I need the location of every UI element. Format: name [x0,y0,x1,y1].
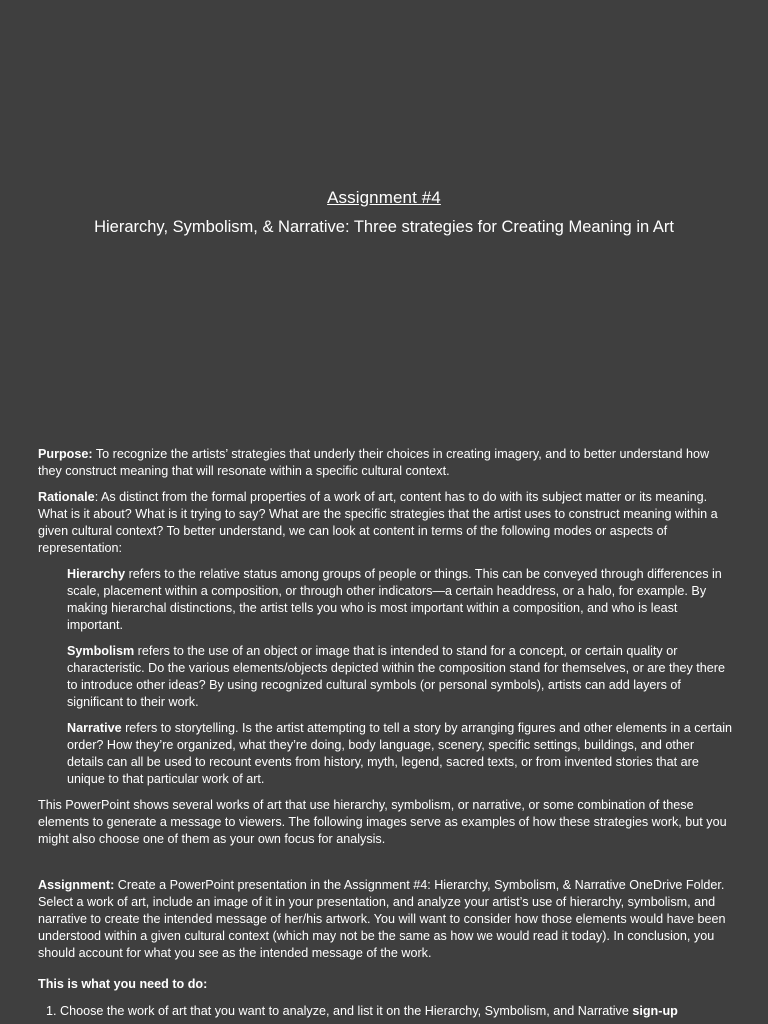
hierarchy-text: refers to the relative status among groups of people or things. This can be conveyed through differences in scale, placement within a composition, or through other indicators—a certain headdress, or a halo, for example. By making hierarchal distinctions, the artist tells you who is most important within a composition, and who is least important. [67,567,722,632]
page-subtitle: Hierarchy, Symbolism, & Narrative: Three strategies for Creating Meaning in Art [94,218,674,236]
assignment-text: Create a PowerPoint presentation in the Assignment #4: Hierarchy, Symbolism, & Narrative OneDrive Folder. Select a work of art, include an image of it in your presentation, and analyze your artist’s use of hierarchy, symbolism, and narrative to create the intended message of her/his artwork. You will want to consider how those elements would have been understood within a given cultural context (which may not be the same as how we would read it today). In conclusion, you should account for what you see as the intended message of the work. [38,878,726,960]
symbolism-text: refers to the use of an object or image that is intended to stand for a concept, or certain quality or characteristic. Do the various elements/objects depicted within the composition stand for themselves, or are they there to introduce other ideas? By using recognized cultural symbols (or personal symbols), artists can add layers of significant to their work. [67,644,725,709]
assignment-paragraph [38,877,732,962]
rationale-paragraph [38,489,732,557]
narrative-paragraph [67,720,732,788]
list-item [60,1003,732,1020]
title-block [0,188,768,237]
symbolism-paragraph [67,643,732,711]
powerpoint-note-paragraph: This PowerPoint shows several works of art that use hierarchy, symbolism, or narrative, or some combination of these elements to generate a message to viewers. The following images serve as examples of how these strategies work, but you might also choose one of them as your own focus for analysis. [38,798,727,846]
todo-heading: This is what you need to do: [38,977,208,991]
assignment-label: Assignment: [38,878,115,892]
purpose-paragraph [38,446,732,480]
body-text [38,446,732,1020]
narrative-text: refers to storytelling. Is the artist attempting to tell a story by arranging figures and other elements in a certain order? How they’re organized, what they’re doing, body language, scenery, specific settings, buildings, and other details can all be used to recount events from history, myth, legend, sacred texts, or from invented stories that are unique to that particular work of art. [67,721,733,786]
rationale-label: Rationale [38,490,95,504]
purpose-text: To recognize the artists’ strategies that underly their choices in creating imagery, and to better understand how they construct meaning that will resonate within a specific cultural context. [38,447,710,478]
rationale-text: : As distinct from the formal properties of a work of art, content has to do with its subject matter or its meaning. What is it about? What is it trying to say? What are the specific strategies that the artist uses to construct meaning within a given cultural context? To better understand, we can look at content in terms of the following modes or aspects of representation: [38,490,718,555]
step-1-text: Choose the work of art that you want to analyze, and list it on the Hierarchy, Symbolism, and Narrative [60,1004,633,1018]
symbolism-label: Symbolism [67,644,135,658]
hierarchy-label: Hierarchy [67,567,126,581]
page-title: Assignment #4 [327,188,441,207]
hierarchy-paragraph [67,566,732,634]
steps-list [38,1003,732,1020]
spacer [38,857,732,877]
narrative-label: Narrative [67,721,122,735]
purpose-label: Purpose: [38,447,93,461]
step-1-bold: sign-up [632,1004,678,1018]
